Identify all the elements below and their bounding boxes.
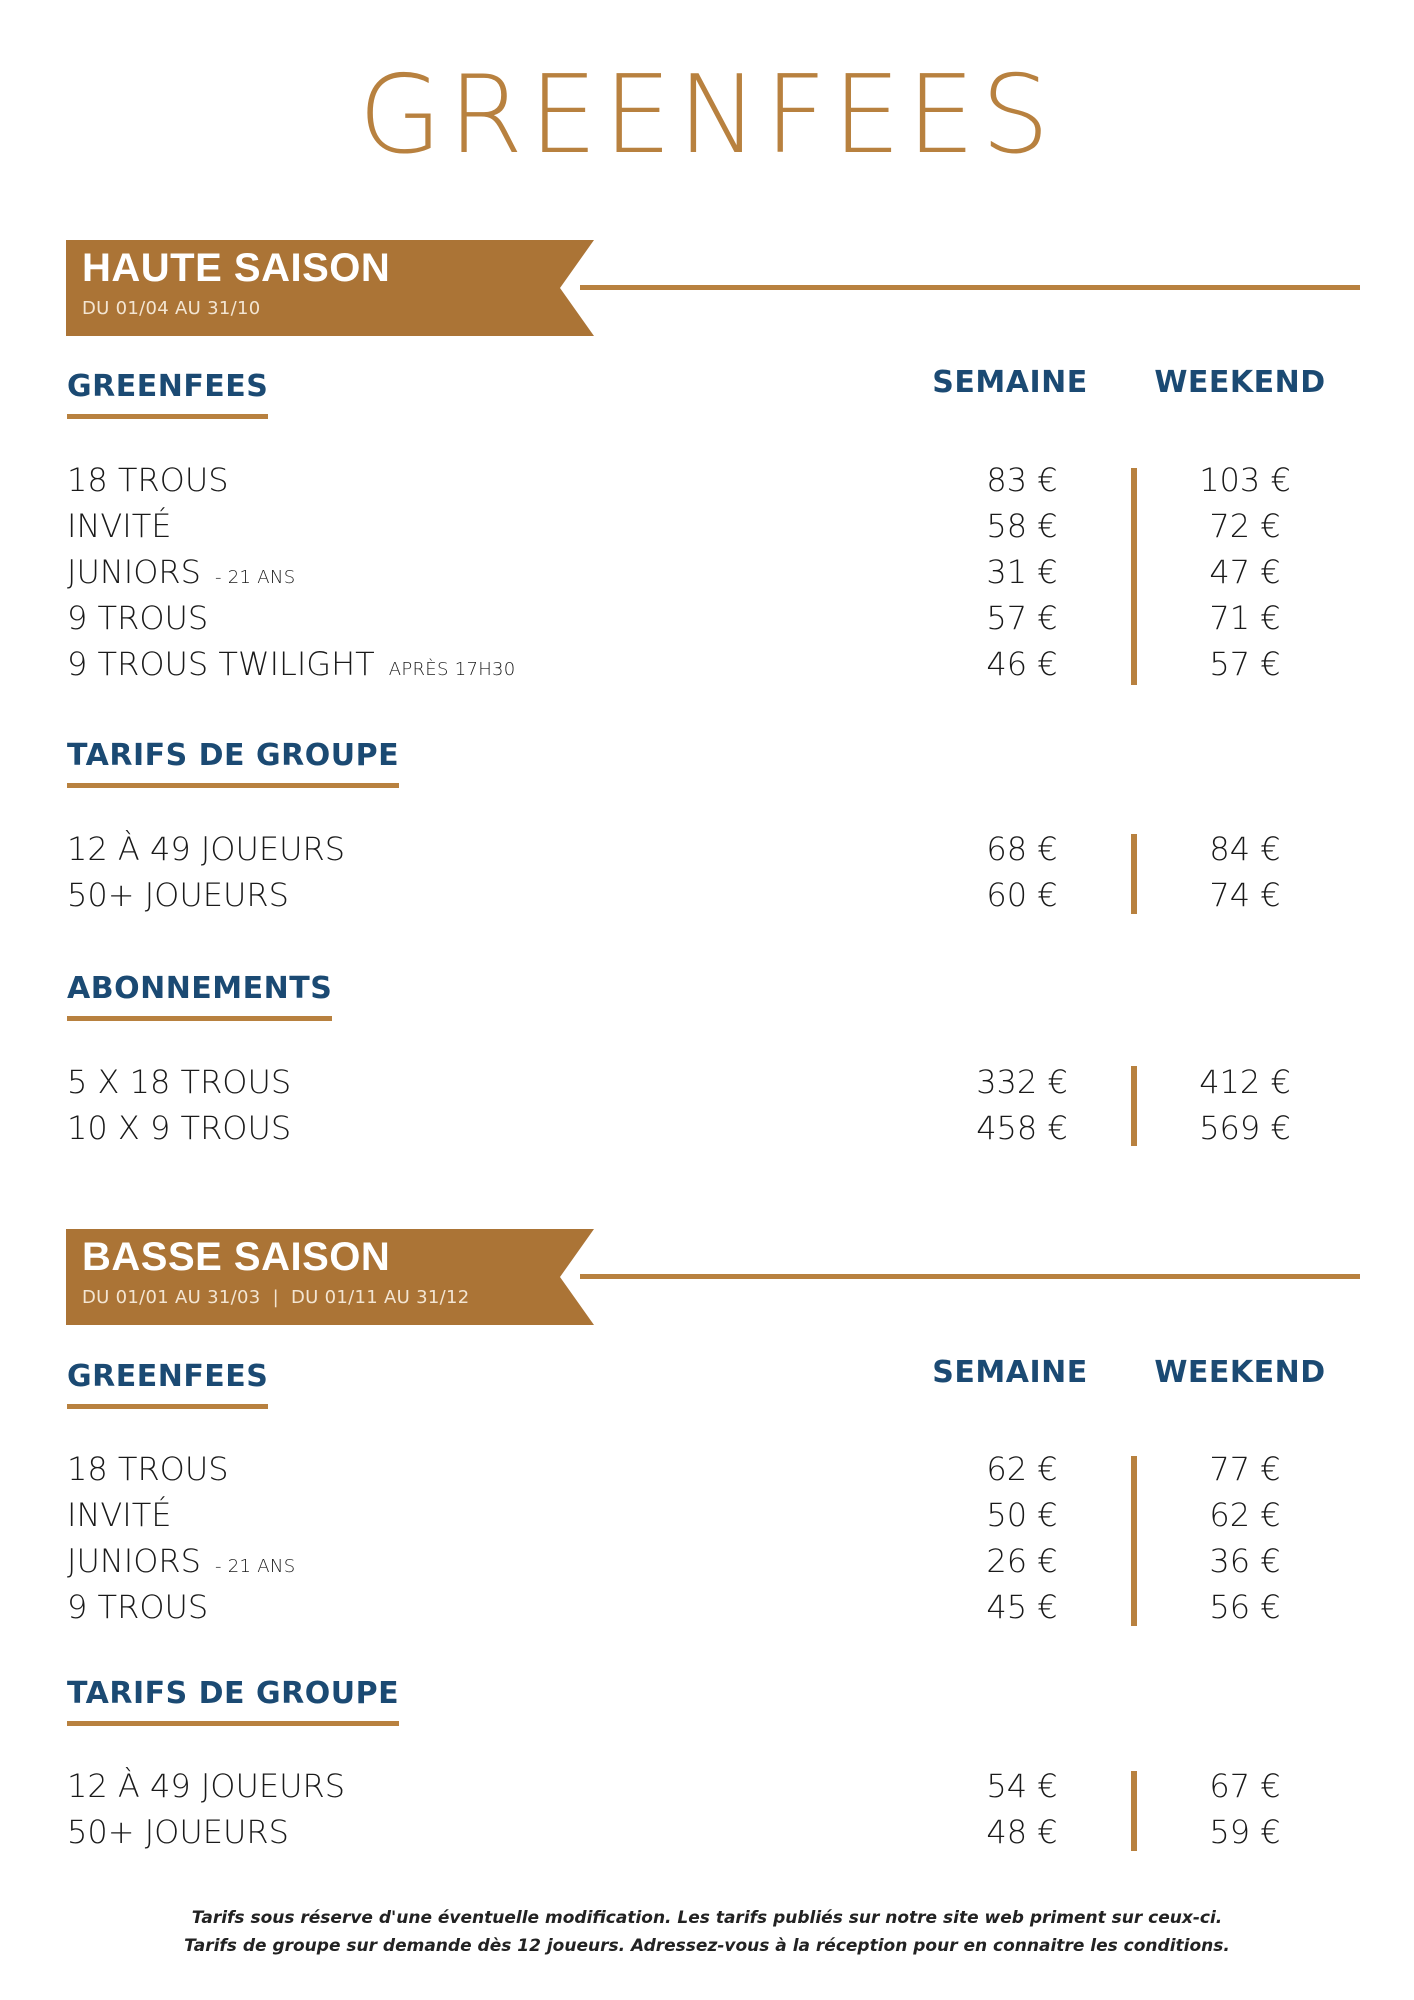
- price-row-label-text: JUNIORS: [67, 1542, 201, 1580]
- price-row-label: [67, 549, 295, 601]
- price-semaine: 48 €: [986, 1813, 1058, 1851]
- price-row-label-text: 18 TROUS: [67, 461, 229, 499]
- price-row-label: [67, 872, 289, 918]
- price-weekend: 74 €: [1209, 876, 1281, 914]
- price-row: [67, 1538, 1347, 1584]
- price-row-label: [67, 457, 229, 503]
- price-semaine: 57 €: [986, 599, 1058, 637]
- price-weekend: 103 €: [1199, 461, 1291, 499]
- price-row-label: [67, 1584, 208, 1630]
- price-row-label-text: 12 À 49 JOUEURS: [67, 830, 346, 868]
- banner-rule: [580, 285, 1360, 290]
- price-row-label: [67, 641, 516, 693]
- banner-dates: DU 01/01 AU 31/03 | DU 01/11 AU 31/12: [82, 1287, 470, 1308]
- footer-note: [0, 1904, 1414, 1960]
- price-semaine: 45 €: [986, 1588, 1058, 1626]
- price-row-note: - 21 ANS: [214, 567, 296, 588]
- price-row-note: APRÈS 17H30: [388, 659, 516, 680]
- price-weekend: 72 €: [1209, 507, 1281, 545]
- column-header-semaine: SEMAINE: [932, 365, 1088, 400]
- price-row-label-text: 9 TROUS: [67, 599, 209, 637]
- price-row-label-text: 9 TROUS TWILIGHT: [67, 645, 375, 683]
- season-banner-basse: [66, 1229, 594, 1325]
- price-weekend: 62 €: [1209, 1496, 1281, 1534]
- price-weekend: 77 €: [1209, 1450, 1281, 1488]
- price-row: [67, 457, 1347, 503]
- price-weekend: 57 €: [1209, 645, 1281, 683]
- price-row-note: - 21 ANS: [214, 1556, 296, 1577]
- price-row-label-text: 12 À 49 JOUEURS: [67, 1767, 346, 1805]
- price-row: [67, 872, 1347, 918]
- price-semaine: 54 €: [986, 1767, 1058, 1805]
- section-heading-greenfees: GREENFEES: [67, 1359, 268, 1409]
- price-row-label-text: 18 TROUS: [67, 1450, 229, 1488]
- price-row-label: [67, 1763, 345, 1809]
- price-row: [67, 826, 1347, 872]
- price-row-label: [67, 1105, 291, 1151]
- section-heading-groupe: TARIFS DE GROUPE: [67, 738, 399, 788]
- price-row-label-text: INVITÉ: [67, 507, 172, 545]
- price-weekend: 47 €: [1209, 553, 1281, 591]
- price-row-label: [67, 1446, 229, 1492]
- page-title: GREENFEES: [358, 53, 1056, 178]
- price-semaine: 26 €: [986, 1542, 1058, 1580]
- price-row-label-text: 50+ JOUEURS: [67, 1813, 289, 1851]
- price-weekend: 67 €: [1209, 1767, 1281, 1805]
- price-weekend: 36 €: [1209, 1542, 1281, 1580]
- price-list-haute-greenfees: [67, 457, 1347, 687]
- price-row-label-text: 5 X 18 TROUS: [67, 1063, 292, 1101]
- price-weekend: 84 €: [1209, 830, 1281, 868]
- price-semaine: 60 €: [986, 876, 1058, 914]
- price-weekend: 71 €: [1209, 599, 1281, 637]
- price-row: [67, 1446, 1347, 1492]
- price-row-label: [67, 1059, 291, 1105]
- price-row: [67, 595, 1347, 641]
- price-row-label-text: 9 TROUS: [67, 1588, 209, 1626]
- price-row: [67, 1809, 1347, 1855]
- footer-line-1: Tarifs sous réserve d'une éventuelle modification. Les tarifs publiés sur notre site web priment sur ceux-ci.: [191, 1908, 1223, 1928]
- price-row: [67, 503, 1347, 549]
- column-divider: [1131, 1066, 1137, 1146]
- price-row: [67, 1105, 1347, 1151]
- price-row: [67, 1059, 1347, 1105]
- price-row: [67, 1763, 1347, 1809]
- price-row-label: [67, 1809, 289, 1855]
- banner-dates: DU 01/04 AU 31/10: [82, 298, 261, 319]
- banner-title: BASSE SAISON: [82, 1235, 391, 1279]
- price-list-haute-abonnements: [67, 1059, 1347, 1151]
- column-divider: [1131, 1456, 1137, 1626]
- price-row-label-text: INVITÉ: [67, 1496, 172, 1534]
- price-semaine: 58 €: [986, 507, 1058, 545]
- price-list-basse-greenfees: [67, 1446, 1347, 1630]
- price-weekend: 59 €: [1209, 1813, 1281, 1851]
- price-list-basse-groupe: [67, 1763, 1347, 1855]
- banner-rule: [580, 1274, 1360, 1279]
- column-header-semaine: SEMAINE: [932, 1355, 1088, 1390]
- price-list-haute-groupe: [67, 826, 1347, 918]
- section-heading-groupe: TARIFS DE GROUPE: [67, 1676, 399, 1726]
- price-row-label: [67, 595, 208, 641]
- price-row-label-text: JUNIORS: [67, 553, 201, 591]
- section-heading-abonnements: ABONNEMENTS: [67, 971, 332, 1021]
- price-semaine: 50 €: [986, 1496, 1058, 1534]
- column-divider: [1131, 1771, 1137, 1851]
- price-row-label-text: 50+ JOUEURS: [67, 876, 289, 914]
- column-header-weekend: WEEKEND: [1154, 1355, 1326, 1390]
- price-semaine: 62 €: [986, 1450, 1058, 1488]
- price-semaine: 46 €: [986, 645, 1058, 683]
- footer-line-2: Tarifs de groupe sur demande dès 12 joueurs. Adressez-vous à la réception pour en connaitre les conditions.: [184, 1936, 1230, 1956]
- price-row: [67, 549, 1347, 595]
- season-banner-haute: [66, 240, 594, 336]
- price-row-label: [67, 503, 171, 549]
- section-heading-greenfees: GREENFEES: [67, 369, 268, 419]
- price-row: [67, 1492, 1347, 1538]
- price-row-label: [67, 1538, 295, 1590]
- price-weekend: 56 €: [1209, 1588, 1281, 1626]
- price-semaine: 458 €: [976, 1109, 1068, 1147]
- price-row-label: [67, 826, 345, 872]
- price-semaine: 68 €: [986, 830, 1058, 868]
- price-semaine: 31 €: [986, 553, 1058, 591]
- price-semaine: 83 €: [986, 461, 1058, 499]
- price-row-label-text: 10 X 9 TROUS: [67, 1109, 292, 1147]
- price-row-label: [67, 1492, 171, 1538]
- price-weekend: 569 €: [1199, 1109, 1291, 1147]
- price-weekend: 412 €: [1199, 1063, 1291, 1101]
- banner-title: HAUTE SAISON: [82, 246, 391, 290]
- price-row: [67, 641, 1347, 687]
- column-divider: [1131, 834, 1137, 914]
- column-divider: [1131, 468, 1137, 685]
- price-row: [67, 1584, 1347, 1630]
- column-header-weekend: WEEKEND: [1154, 365, 1326, 400]
- price-semaine: 332 €: [976, 1063, 1068, 1101]
